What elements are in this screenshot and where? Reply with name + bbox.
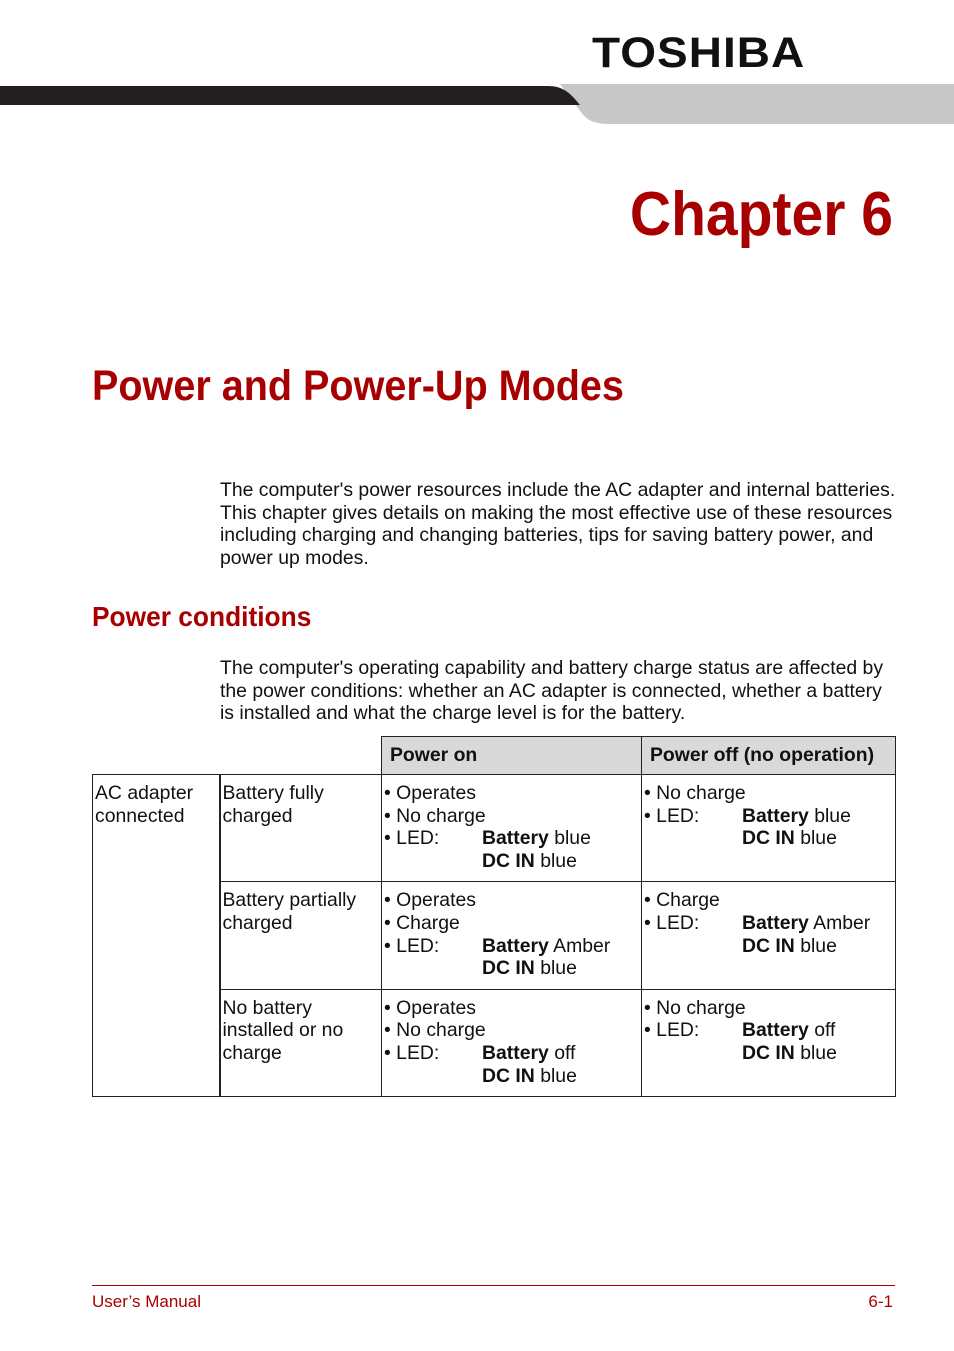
condition-cell: Battery fully charged [220, 775, 382, 882]
dcin-led-state: blue [540, 1064, 577, 1087]
dcin-led-label: DC IN [742, 1041, 795, 1064]
status-item: • No charge [384, 804, 486, 827]
intro-paragraph: The computer's power resources include the AC adapter and internal batteries. This chapter gives details on making the most effective use of these resources including charging and changing batteries, tips for saving battery power, and power up modes. [220, 479, 896, 569]
status-item: • No charge [384, 1019, 486, 1042]
battery-led-state: blue [814, 804, 851, 827]
power-off-cell [642, 989, 896, 1096]
dcin-led-state: blue [540, 849, 577, 872]
dcin-led-state: blue [800, 827, 837, 850]
header-band-light [560, 84, 954, 124]
battery-led-label: Battery [742, 804, 809, 827]
section-title: Power and Power-Up Modes [92, 362, 624, 410]
header-power-off: Power off (no operation) [642, 737, 896, 775]
power-conditions-heading: Power conditions [92, 601, 312, 632]
footer-rule [92, 1285, 895, 1286]
led-label: • LED: [644, 911, 700, 934]
status-item: • Charge [384, 911, 460, 934]
status-item: • No charge [644, 782, 746, 804]
battery-led-label: Battery [742, 1019, 809, 1042]
battery-led-state: Amber [813, 911, 871, 934]
power-on-cell [382, 989, 642, 1096]
page-number: 6-1 [868, 1292, 893, 1311]
dcin-led-label: DC IN [742, 934, 795, 957]
battery-led-state: off [554, 1041, 576, 1064]
led-label: • LED: [384, 827, 440, 850]
battery-led-label: Battery [742, 911, 809, 934]
status-item: • Operates [384, 889, 476, 912]
status-item: • Operates [384, 996, 476, 1019]
battery-led-label: Battery [482, 827, 549, 850]
condition-cell: Battery partially charged [220, 882, 382, 989]
dcin-led-state: blue [800, 1041, 837, 1064]
status-item: • No charge [644, 996, 746, 1019]
dcin-led-label: DC IN [742, 827, 795, 850]
battery-led-label: Battery [482, 1041, 549, 1064]
battery-led-state: Amber [553, 934, 611, 957]
table-corner [93, 737, 382, 775]
status-item: • Charge [644, 889, 720, 912]
header-power-on: Power on [382, 737, 642, 775]
led-label: • LED: [644, 804, 700, 827]
dcin-led-state: blue [540, 957, 577, 980]
chapter-title: Chapter 6 [629, 180, 893, 249]
ac-adapter-connected-cell: AC adapter connected [93, 775, 220, 1097]
dcin-led-label: DC IN [482, 1064, 535, 1087]
power-conditions-table [92, 736, 896, 1097]
power-conditions-paragraph: The computer's operating capability and battery charge status are affected by the power conditions: whether an AC adapter is connected, whether a battery is installed and what the charge level is for the battery. [220, 657, 884, 725]
power-on-cell [382, 775, 642, 882]
header-band [0, 84, 954, 128]
power-on-cell [382, 882, 642, 989]
led-label: • LED: [644, 1019, 700, 1042]
battery-led-label: Battery [482, 934, 549, 957]
dcin-led-state: blue [800, 934, 837, 957]
table-row [93, 775, 896, 882]
toshiba-logo: TOSHIBA [592, 28, 806, 77]
led-label: • LED: [384, 1041, 440, 1064]
battery-led-state: off [814, 1019, 836, 1042]
led-label: • LED: [384, 934, 440, 957]
power-off-cell [642, 775, 896, 882]
status-item: • Operates [384, 782, 476, 804]
battery-led-state: blue [554, 827, 591, 850]
footer-manual-title: User’s Manual [92, 1292, 201, 1311]
dcin-led-label: DC IN [482, 957, 535, 980]
power-off-cell [642, 882, 896, 989]
dcin-led-label: DC IN [482, 849, 535, 872]
condition-cell: No battery installed or no charge [220, 989, 382, 1096]
header-band-dark [0, 86, 580, 105]
